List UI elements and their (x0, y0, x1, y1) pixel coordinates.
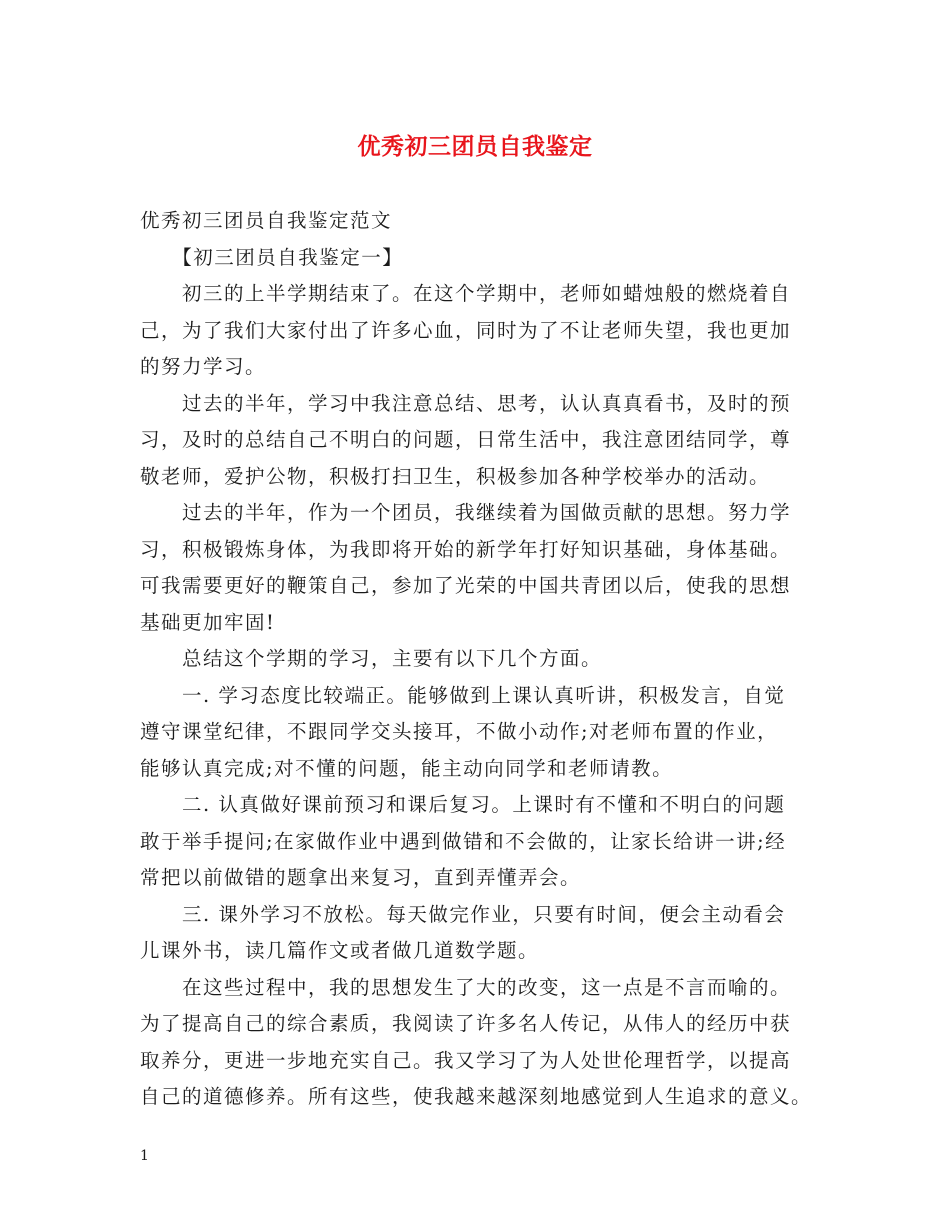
body-line: 一. 学习态度比较端正。能够做到上课认真听讲，积极发言，自觉 (140, 683, 786, 707)
body-line: 过去的半年，学习中我注意总结、思考，认认真真看书，及时的预 (140, 391, 792, 415)
body-line: 自己的道德修养。所有这些，使我越来越深刻地感觉到人生追求的意义。 (140, 1085, 813, 1108)
page-number: 1 (140, 1148, 149, 1164)
body-line: 儿课外书，读几篇作文或者做几道数学题。 (140, 939, 540, 962)
body-line: 习，及时的总结自己不明白的问题，日常生活中，我注意团结同学，尊 (140, 428, 792, 451)
body-line: 在这些过程中，我的思想发生了大的改变，这一点是不言而喻的。 (140, 975, 792, 999)
body-line: 常把以前做错的题拿出来复习，直到弄懂弄会。 (140, 866, 582, 889)
document-title: 优秀初三团员自我鉴定 (357, 133, 593, 160)
body-line: 初三的上半学期结束了。在这个学期中，老师如蜡烛般的燃烧着自 (140, 282, 792, 305)
body-line: 能够认真完成;对不懂的问题，能主动向同学和老师请教。 (140, 756, 674, 780)
body-line: 优秀初三团员自我鉴定范文 (140, 209, 393, 232)
body-line: 可我需要更好的鞭策自己，参加了光荣的中国共青团以后，使我的思想 (140, 574, 792, 597)
body-line: 总结这个学期的学习，主要有以下几个方面。 (140, 647, 603, 670)
body-line: 习，积极锻炼身体，为我即将开始的新学年打好知识基础，身体基础。 (140, 537, 792, 561)
body-line: 基础更加牢固! (140, 610, 276, 634)
body-line: 过去的半年，作为一个团员，我继续着为国做贡献的思想。努力学 (140, 501, 792, 524)
body-line: 敬老师，爱护公物，积极打扫卫生，积极参加各种学校举办的活动。 (140, 464, 771, 488)
document-body (140, 203, 815, 1116)
body-line: 三. 课外学习不放松。每天做完作业，只要有时间，便会主动看会 (140, 902, 786, 926)
body-line: 的努力学习。 (140, 355, 267, 378)
body-line: 己，为了我们大家付出了许多心血，同时为了不让老师失望，我也更加 (140, 318, 792, 342)
body-line: 二. 认真做好课前预习和课后复习。上课时有不懂和不明白的问题 (140, 793, 786, 816)
body-line: 遵守课堂纪律，不跟同学交头接耳，不做小动作;对老师布置的作业， (140, 720, 779, 743)
body-line: 敢于举手提问;在家做作业中遇到做错和不会做的，让家长给讲一讲;经 (140, 829, 787, 853)
body-line: 取养分，更进一步地充实自己。我又学习了为人处世伦理哲学，以提高 (140, 1048, 792, 1072)
body-line: 为了提高自己的综合素质，我阅读了许多名人传记，从伟人的经历中获 (140, 1012, 792, 1035)
body-line: 【初三团员自我鉴定一】 (140, 245, 404, 269)
